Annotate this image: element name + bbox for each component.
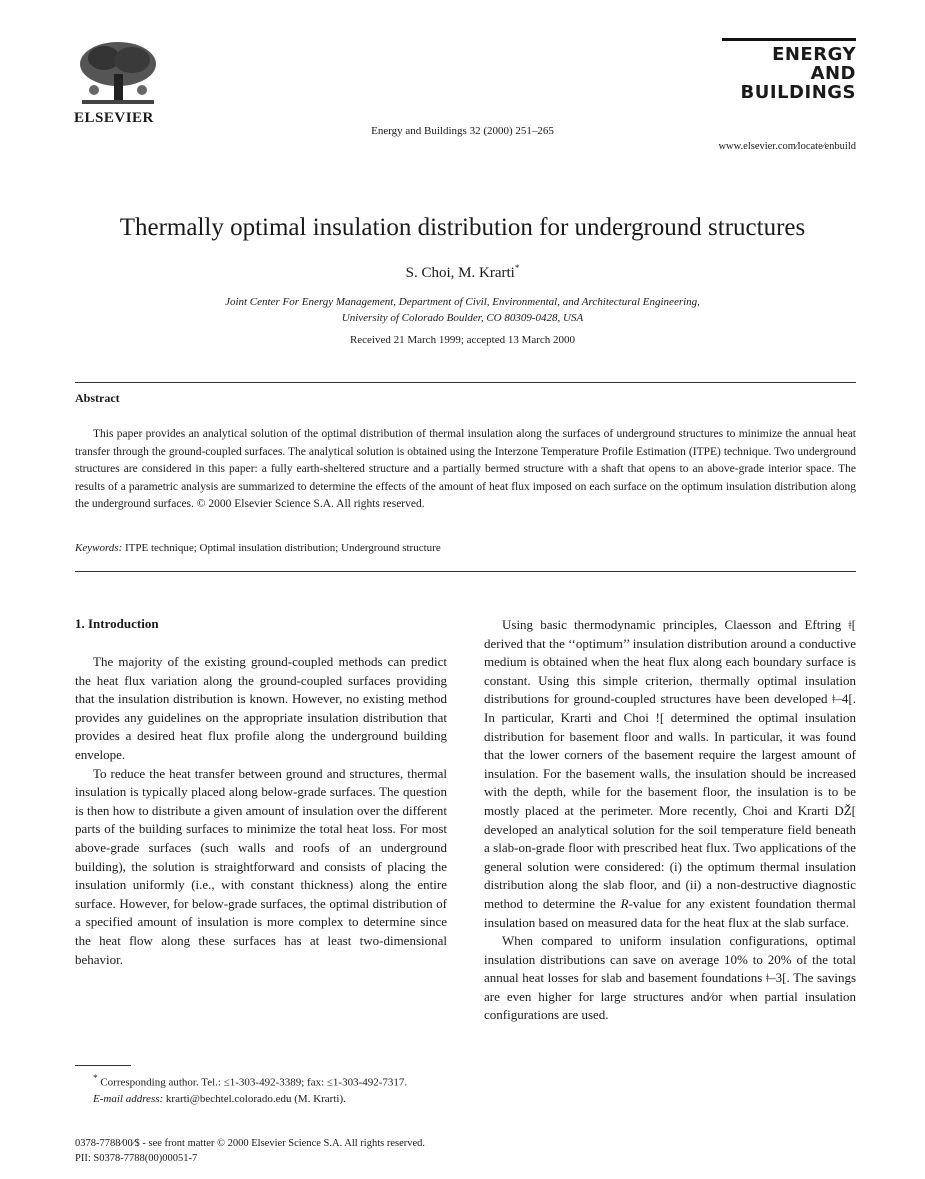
journal-citation: Energy and Buildings 32 (2000) 251–265 <box>371 125 554 137</box>
received-date: Received 21 March 1999; accepted 13 March 2000 <box>349 334 576 346</box>
journal-title-line: ENERGY <box>772 44 856 65</box>
footnote <box>75 1070 447 1107</box>
elsevier-tree-icon <box>74 38 162 108</box>
r-value-symbol: R <box>620 895 629 911</box>
page-footer <box>75 1136 425 1166</box>
article-title: Thermally optimal insulation distribution for underground structures <box>119 214 806 241</box>
abstract-heading: Abstract <box>75 391 120 405</box>
author-mark[interactable]: * <box>514 263 520 273</box>
paragraph: To reduce the heat transfer between ground and structures, thermal insulation is typically placed along below-grade surfaces. The question is then how to distribute a given amount of insulation over the different parts of the building surfaces to minimize the total heat loss. For most above-grade surfaces (such walls and roofs of an underground building), the solution is straightforward and consists of placing the insulation uniformly (i.e., with constant thickness) along the entire surface. However, for below-grade surfaces, the optimal distribution of a specified amount of insulation is more complex to determine since the heat flow along these surfaces has at least two-dimensional behavior. <box>75 765 447 967</box>
footer-line: 0378-7788∕00∕$ - see front matter © 2000 Elsevier Science S.A. All rights reserved. <box>75 1138 426 1149</box>
affiliation-line: University of Colorado Boulder, CO 80309-0428, USA <box>341 312 584 324</box>
section-heading: 1. Introduction <box>75 616 159 631</box>
footnote-mark: * <box>93 1073 98 1083</box>
paragraph: When compared to uniform insulation configurations, optimal insulation distributions can save on average 10% to 20% of the total annual heat losses for slab and basement foundations ǂ–3[. The savings are even higher for large structures and∕or when partial insulation configurations are used. <box>484 933 856 1023</box>
email-address[interactable]: krarti@bechtel.colorado.edu (M. Krarti). <box>165 1092 346 1105</box>
abstract-text: This paper provides an analytical solution of the optimal distribution of thermal insulation along the surfaces of underground structures to minimize the annual heat transfer through the ground-coupled surfaces. The analytical solution is obtained using the Interzone Temperature Profile Estimation (ITPE) technique. Two underground structures are considered in this paper: a fully earth-sheltered structure and a partially bermed structure with a shaft that opens to an above-grade interior space. The results of a parametric analysis are summarized to determine the effects of the amount of heat flux imposed on each surface on the optimum insulation distribution along the underground surfaces. © 2000 Elsevier Science S.A. All rights reserved. <box>75 428 856 510</box>
journal-url[interactable]: www.elsevier.com∕locate∕enbuild <box>718 141 856 152</box>
journal-logo <box>722 38 856 102</box>
footnote-line <box>75 1070 447 1091</box>
footnote-divider <box>75 1065 131 1066</box>
keywords-label: Keywords: <box>75 542 123 554</box>
paragraph-text: Using basic thermodynamic principles, Claesson and Eftring ǂ[ derived that the ‘‘optimum’’ insulation distribution around a conductive medium is obtained when the heat flux along each boundary surface is constant. Using this simple criterion, thermally optimal insulation distributions for ground-coupled structures have been developed ǂ–4[. In particular, Krarti and Choi ǃ[ determined the optimal insulation distribution for basement floor and walls. In particular, it was found that the lower corners of the basement require the largest amount of insulation. For the basement walls, the insulation should be increased with the depth, while for the basement floor, the insulation is to be mostly placed at the perimeter. More recently, Choi and Krarti Ǆ[ developed an analytical solution for the soil temperature field beneath a slab-on-grade floor with prescribed heat flux. Two applications of the general solution were considered: (i) the optimum thermal insulation distribution along the slab floor, and (ii) a non-destructive diagnostic method to determine the <box>484 617 856 911</box>
author-list <box>0 263 925 282</box>
footnote-text: Corresponding author. Tel.: ≤1-303-492-3389; fax: ≤1-303-492-7317. <box>100 1076 408 1089</box>
authors-text: S. Choi, M. Krarti <box>405 265 515 281</box>
divider <box>75 571 856 572</box>
email-label: E-mail address: <box>93 1092 164 1105</box>
keywords <box>75 542 441 554</box>
right-column <box>484 616 856 1025</box>
paragraph-text: -value for any existent foundation thermal insulation based on measured data for the heat flux at the slab surface. <box>484 895 856 930</box>
affiliation <box>120 294 805 326</box>
paragraph <box>484 616 856 932</box>
publisher-name: ELSEVIER <box>74 110 154 126</box>
keywords-list: ITPE technique; Optimal insulation distribution; Underground structure <box>125 542 441 554</box>
paragraph: The majority of the existing ground-coupled methods can predict the heat flux variation along the ground-coupled surfaces providing that the insulation distribution is known. However, no existing method provides any guidelines on the appropriate insulation distribution that provides a desired heat flux profile along the underground building envelope. <box>75 654 447 762</box>
affiliation-line: Joint Center For Energy Management, Department of Civil, Environmental, and Architectural Engineering, <box>225 296 700 308</box>
journal-title-line: BUILDINGS <box>740 82 856 103</box>
journal-title-line: AND <box>810 63 856 84</box>
publisher-logo <box>74 38 166 127</box>
divider <box>75 382 856 383</box>
left-column <box>75 653 447 969</box>
footer-line: PII: S0378-7788(00)00051-7 <box>75 1153 198 1164</box>
footnote-email <box>75 1091 447 1107</box>
